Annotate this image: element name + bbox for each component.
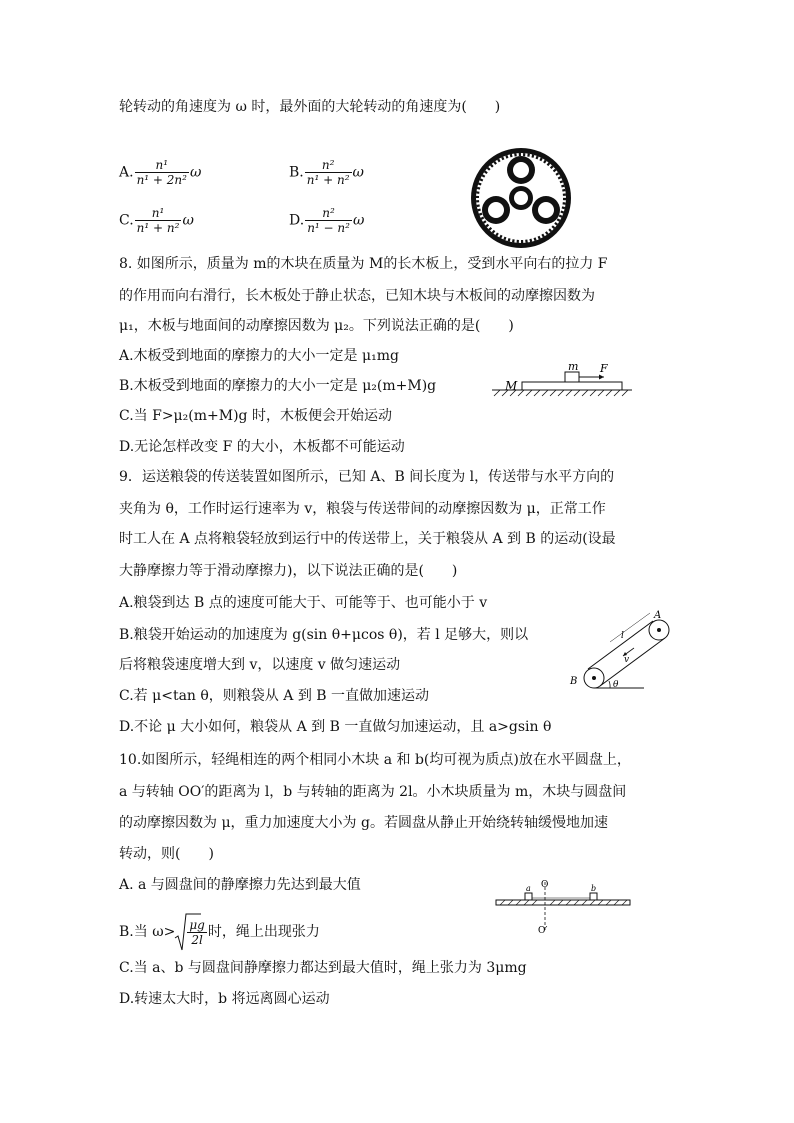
label-m: m <box>568 360 579 373</box>
label-O: O <box>541 880 549 890</box>
q10-stem-line-4: 转动，则( ) <box>119 846 214 862</box>
q9-option-b-line-1: B.粮袋开始运动的加速度为 g(sin θ+μcos θ)，若 l 足够大，则以 <box>119 627 529 643</box>
long-board <box>522 382 622 390</box>
q10-option-b: B.当 ω> $\frac{\mu g}{2l}$ 时，绳上出现张力 <box>119 912 320 952</box>
q9-option-b-line-2: 后将粮袋速度增大到 v，以速度 v 做匀速运动 <box>119 657 401 673</box>
belt-upper <box>588 621 653 669</box>
q9-option-a: A.粮袋到达 B 点的速度可能大于、可能等于、也可能小于 v <box>119 595 488 611</box>
q9-stem-line-3: 时工人在 A 点将粮袋轻放到运行中的传送带上，关于粮袋从 A 到 B 的运动(设最 <box>119 531 616 547</box>
block-a <box>525 893 532 900</box>
q8-stem-line-1: 8. 如图所示，质量为 m的木块在质量为 M的长木板上，受到水平向右的拉力 F <box>119 256 608 272</box>
q9-stem-line-1: 9．运送粮袋的传送装置如图所示，已知 A、B 间长度为 l，传送带与水平方向的 <box>119 469 615 485</box>
label-B: B <box>570 676 578 687</box>
q7-option-b: B. $\frac{\text{n²}}{\text{n¹ + n²}}$ ω <box>289 158 364 187</box>
q10-stem-line-1: 10.如图所示，轻绳相连的两个相同小木块 a 和 b(均可视为质点)放在水平圆盘上， <box>119 752 631 768</box>
block-b <box>590 893 597 900</box>
q8-option-c: C.当 F>μ₂(m+M)g 时，木板便会开始运动 <box>119 408 392 424</box>
q7-stem-tail: 轮转动的角速度为 ω 时，最外面的大轮转动的角速度为( ) <box>119 99 501 115</box>
belt-lower <box>600 638 665 686</box>
turntable-figure <box>494 878 634 934</box>
board-block-figure <box>492 362 632 398</box>
q10-stem-line-2: a 与转轴 OO′的距离为 l，b 与转轴的距离为 2l。小木块质量为 m，木块与圆盘间 <box>119 784 627 800</box>
q7-option-d: D. $\frac{\text{n²}}{\text{n¹ − n²}}$ ω <box>289 206 365 235</box>
label-a: a <box>526 884 531 893</box>
sqrt-symbol <box>175 912 201 952</box>
q8-option-a: A.木板受到地面的摩擦力的大小一定是 μ₁mg <box>119 348 399 364</box>
q9-stem-line-2: 夹角为 θ，工作时运行速率为 v，粮袋与传送带间的动摩擦因数为 μ，正常工作 <box>119 501 606 517</box>
q8-stem-line-2: 的作用而向右滑行，长木板处于静止状态，已知木块与木板间的动摩擦因数为 <box>119 288 595 304</box>
q10-option-c: C.当 a、b 与圆盘间静摩擦力都达到最大值时，绳上张力为 3μmg <box>119 960 527 976</box>
q7-option-a: A. $\frac{\text{n¹}}{\text{n¹ + 2n²}}$ ω <box>119 158 202 187</box>
q10-option-d: D.转速太大时，b 将远离圆心运动 <box>119 991 330 1007</box>
block <box>565 372 579 382</box>
q10-option-a: A. a 与圆盘间的静摩擦力先达到最大值 <box>119 877 361 893</box>
q9-option-d: D.不论 μ 大小如何，粮袋从 A 到 B 一直做匀加速运动，且 a>gsin θ <box>119 719 552 735</box>
q9-stem-line-4: 大静摩擦力等于滑动摩擦力)，以下说法正确的是( ) <box>119 563 458 579</box>
q10-stem-line-3: 的动摩擦因数为 μ，重力加速度大小为 g。若圆盘从静止开始绕转轴缓慢地加速 <box>119 815 608 831</box>
q8-stem-line-3: μ₁，木板与地面间的动摩擦因数为 μ₂。下列说法正确的是( ) <box>119 318 514 334</box>
q8-option-d: D.无论怎样改变 F 的大小，木板都不可能运动 <box>119 439 405 455</box>
gear-figure <box>470 147 572 249</box>
conveyor-figure <box>566 608 676 692</box>
label-l: l <box>621 631 624 641</box>
q7-option-c: C. $\frac{\text{n¹}}{\text{n¹ + n²}}$ ω <box>119 206 194 235</box>
label-A: A <box>654 610 662 621</box>
label-O-prime: O′ <box>538 926 548 936</box>
q9-option-c: C.若 μ<tan θ，则粮袋从 A 到 B 一直做加速运动 <box>119 688 430 704</box>
q8-option-b: B.木板受到地面的摩擦力的大小一定是 μ₂(m+M)g <box>119 378 437 394</box>
label-F: F <box>600 362 608 375</box>
label-b: b <box>591 884 597 893</box>
label-M: M <box>505 379 518 393</box>
label-v: v <box>624 655 630 665</box>
label-theta: θ <box>613 680 619 690</box>
